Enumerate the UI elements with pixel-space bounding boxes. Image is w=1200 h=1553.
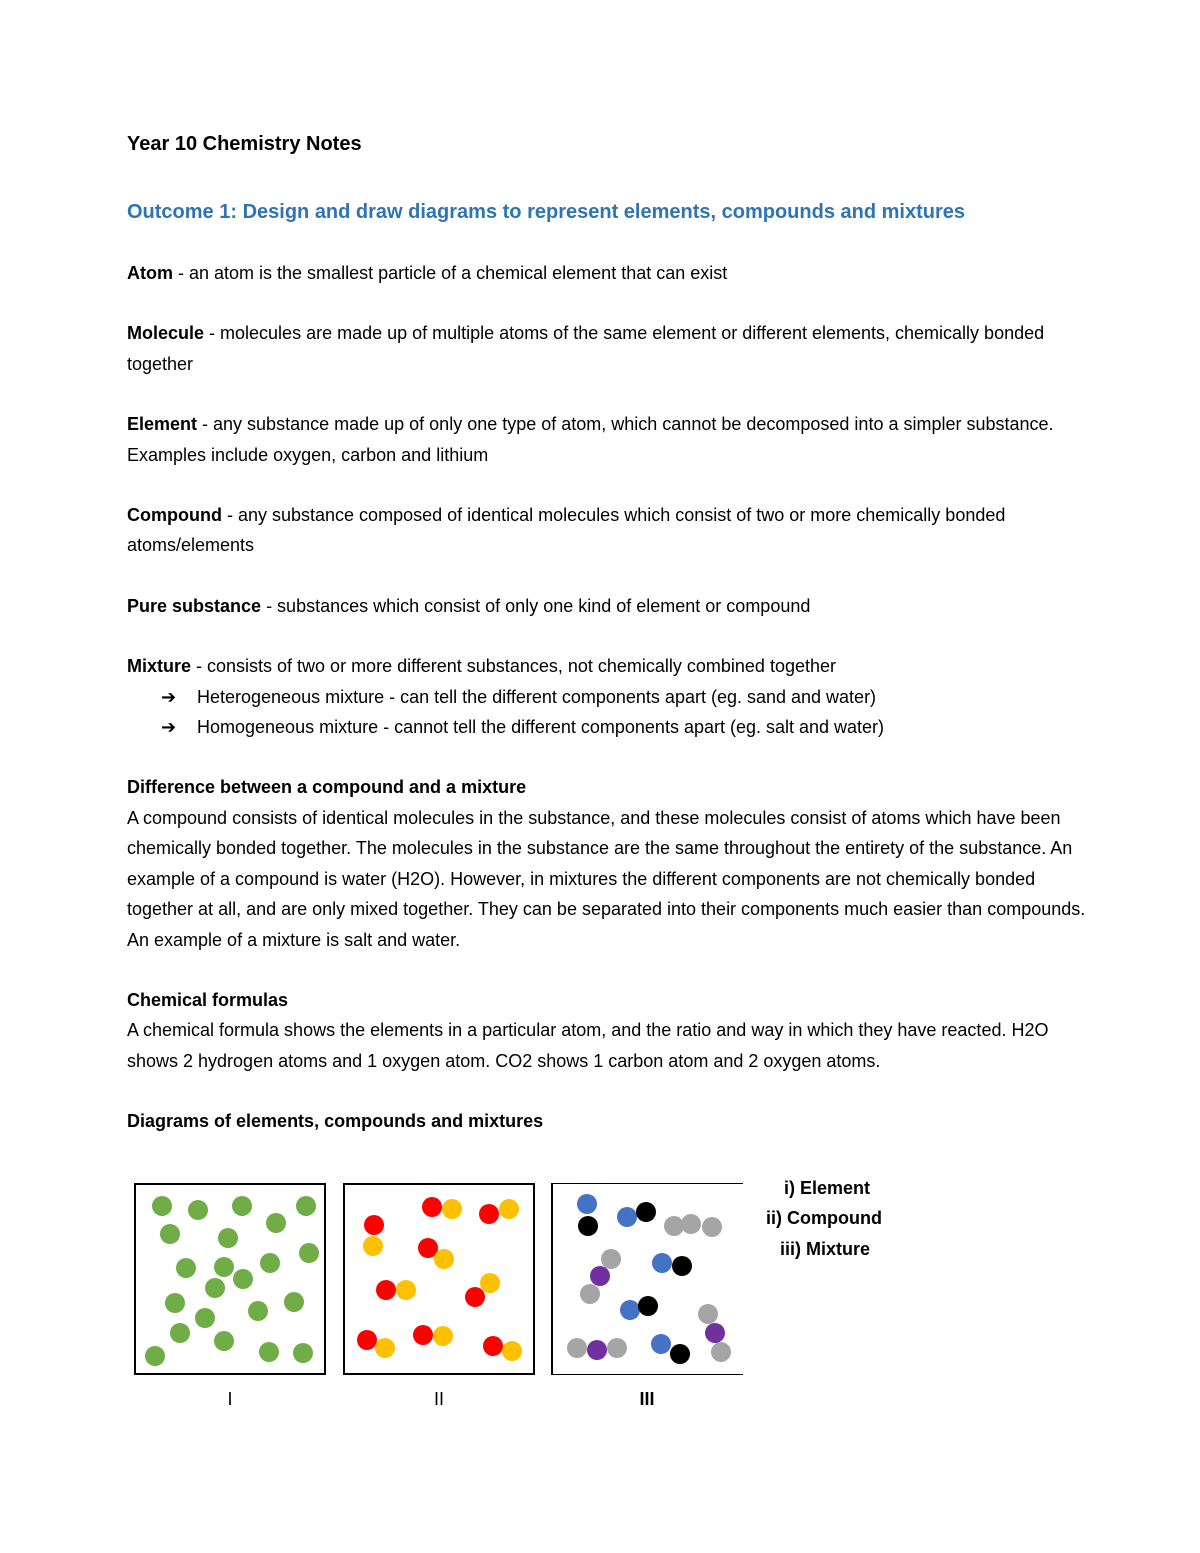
compound-atom-red: [364, 1215, 384, 1235]
section-heading: Diagrams of elements, compounds and mixtures: [127, 1111, 544, 1132]
list-item: [161, 682, 1087, 712]
compound-atom-yellow: [499, 1199, 519, 1219]
compound-particles: [345, 1185, 537, 1377]
mixture-atom: [620, 1300, 640, 1320]
compound-atom-red: [422, 1197, 442, 1217]
mixture-atom: [698, 1304, 718, 1324]
mixture-atom: [702, 1217, 722, 1237]
compound-atom-red: [357, 1330, 377, 1350]
outcome-heading: Outcome 1: Design and draw diagrams to represent elements, compounds and mixtures: [127, 201, 965, 223]
mixture-particles: [553, 1184, 745, 1376]
mixture-atom: [601, 1249, 621, 1269]
mixture-atom: [578, 1216, 598, 1236]
mixture-atom: [664, 1216, 684, 1236]
diagram-label-3: III: [639, 1389, 655, 1409]
compound-atom-red: [376, 1280, 396, 1300]
compound-atom-yellow: [480, 1273, 500, 1293]
definition-mixture: [127, 651, 1087, 742]
mixture-atom: [681, 1214, 701, 1234]
legend-item-mixture: iii) Mixture: [779, 1238, 870, 1259]
definition-text: - substances which consist of only one kind of element or compound: [261, 595, 811, 616]
section-body: A chemical formula shows the elements in a particular atom, and the ratio and way in which they have reacted. H2O shows 2 hydrogen atoms and 1 oxygen atom. CO2 shows 1 carbon atom and 2 oxygen atoms.: [127, 1020, 1049, 1071]
list-item-text: Homogeneous mixture - cannot tell the different components apart (eg. salt and water): [197, 717, 885, 738]
element-particles: [136, 1185, 328, 1377]
section-heading: Difference between a compound and a mixture: [127, 777, 527, 798]
compound-atom-yellow: [442, 1199, 462, 1219]
mixture-atom: [590, 1266, 610, 1286]
mixture-atom: [652, 1253, 672, 1273]
diagram-label-1: I: [227, 1389, 233, 1409]
element-atom: [232, 1196, 252, 1216]
compound-atom-red: [465, 1287, 485, 1307]
definition-text: - any substance composed of identical molecules which consist of two or more chemically bonded atoms/elements: [127, 505, 1006, 556]
element-atom: [260, 1253, 280, 1273]
mixture-atom: [617, 1207, 637, 1227]
mixture-atom: [705, 1323, 725, 1343]
element-atom: [233, 1269, 253, 1289]
element-atom: [259, 1342, 279, 1362]
mixture-atom: [638, 1296, 658, 1316]
element-atom: [293, 1343, 313, 1363]
list-item: [161, 712, 1087, 742]
legend-item-compound: ii) Compound: [766, 1208, 882, 1229]
element-atom: [218, 1228, 238, 1248]
definition-text: - consists of two or more different substances, not chemically combined together: [191, 656, 836, 677]
element-atom: [248, 1301, 268, 1321]
term-label: Mixture: [127, 656, 192, 677]
section-heading: Chemical formulas: [127, 989, 289, 1010]
element-atom: [188, 1200, 208, 1220]
element-atom: [284, 1292, 304, 1312]
compound-diagram-box: [343, 1183, 535, 1375]
definition-atom: [127, 258, 1087, 288]
mixture-atom: [587, 1340, 607, 1360]
definition-text: - an atom is the smallest particle of a chemical element that can exist: [173, 263, 728, 283]
mixture-atom: [711, 1342, 731, 1362]
section-body: A compound consists of identical molecules in the substance, and these molecules consist of atoms which have been chemically bonded together. The molecules in the substance are the same throughout the entirety of the substance. An example of a compound is water (H2O). However, in mixtures the different components are not chemically bonded together at all, and are only mixed together. They can be separated into their components much easier than compounds. An example of a mixture is salt and water.: [127, 807, 1086, 950]
term-label: Molecule: [127, 323, 205, 344]
element-atom: [160, 1224, 180, 1244]
term-label: Element: [127, 414, 198, 435]
definition-molecule: [127, 318, 1087, 379]
mixture-atom: [607, 1338, 627, 1358]
element-atom: [214, 1257, 234, 1277]
mixture-types-list: [127, 682, 1087, 743]
term-label: Pure substance: [127, 595, 262, 616]
element-atom: [214, 1331, 234, 1351]
mixture-atom: [567, 1338, 587, 1358]
element-diagram-box: [134, 1183, 326, 1375]
compound-atom-yellow: [433, 1326, 453, 1346]
arrow-right-icon: ➔: [161, 717, 177, 738]
element-atom: [296, 1196, 316, 1216]
element-atom: [145, 1346, 165, 1366]
compound-atom-yellow: [375, 1338, 395, 1358]
element-atom: [152, 1196, 172, 1216]
element-atom: [195, 1308, 215, 1328]
mixture-diagram-box: [551, 1183, 743, 1375]
mixture-atom: [672, 1256, 692, 1276]
compound-atom-red: [413, 1325, 433, 1345]
compound-atom-red: [479, 1204, 499, 1224]
element-atom: [299, 1243, 319, 1263]
mixture-atom: [670, 1344, 690, 1364]
diagram-label-2: II: [433, 1389, 444, 1409]
document-title: Year 10 Chemistry Notes: [127, 133, 362, 155]
definition-text: - any substance made up of only one type of atom, which cannot be decomposed into a simpler substance. Examples include oxygen, carbon and lithium: [127, 414, 1054, 465]
compound-atom-yellow: [363, 1236, 383, 1256]
mixture-line: [127, 651, 1087, 681]
element-atom: [205, 1278, 225, 1298]
mixture-atom: [636, 1202, 656, 1222]
compound-atom-yellow: [502, 1341, 522, 1361]
section-formulas: [127, 985, 1087, 1076]
term-label: Compound: [127, 505, 222, 526]
compound-atom-yellow: [434, 1249, 454, 1269]
mixture-atom: [651, 1334, 671, 1354]
element-atom: [170, 1323, 190, 1343]
list-item-text: Heterogeneous mixture - can tell the different components apart (eg. sand and water): [197, 686, 877, 707]
diagram-legend: [766, 1173, 882, 1264]
document-page: [127, 128, 1087, 1137]
compound-atom-red: [483, 1336, 503, 1356]
definition-element: [127, 409, 1087, 470]
element-atom: [266, 1213, 286, 1233]
definition-text: - molecules are made up of multiple atoms of the same element or different elements, chemically bonded together: [127, 323, 1045, 374]
definition-pure-substance: [127, 591, 1087, 621]
mixture-atom: [577, 1194, 597, 1214]
legend-item-element: i) Element: [783, 1178, 870, 1198]
section-diagrams: [127, 1106, 1087, 1136]
arrow-right-icon: ➔: [161, 686, 177, 707]
compound-atom-yellow: [396, 1280, 416, 1300]
mixture-atom: [580, 1284, 600, 1304]
definition-compound: [127, 500, 1087, 561]
element-atom: [165, 1293, 185, 1313]
element-atom: [176, 1258, 196, 1278]
section-difference: [127, 772, 1087, 954]
term-label: Atom: [127, 263, 173, 283]
